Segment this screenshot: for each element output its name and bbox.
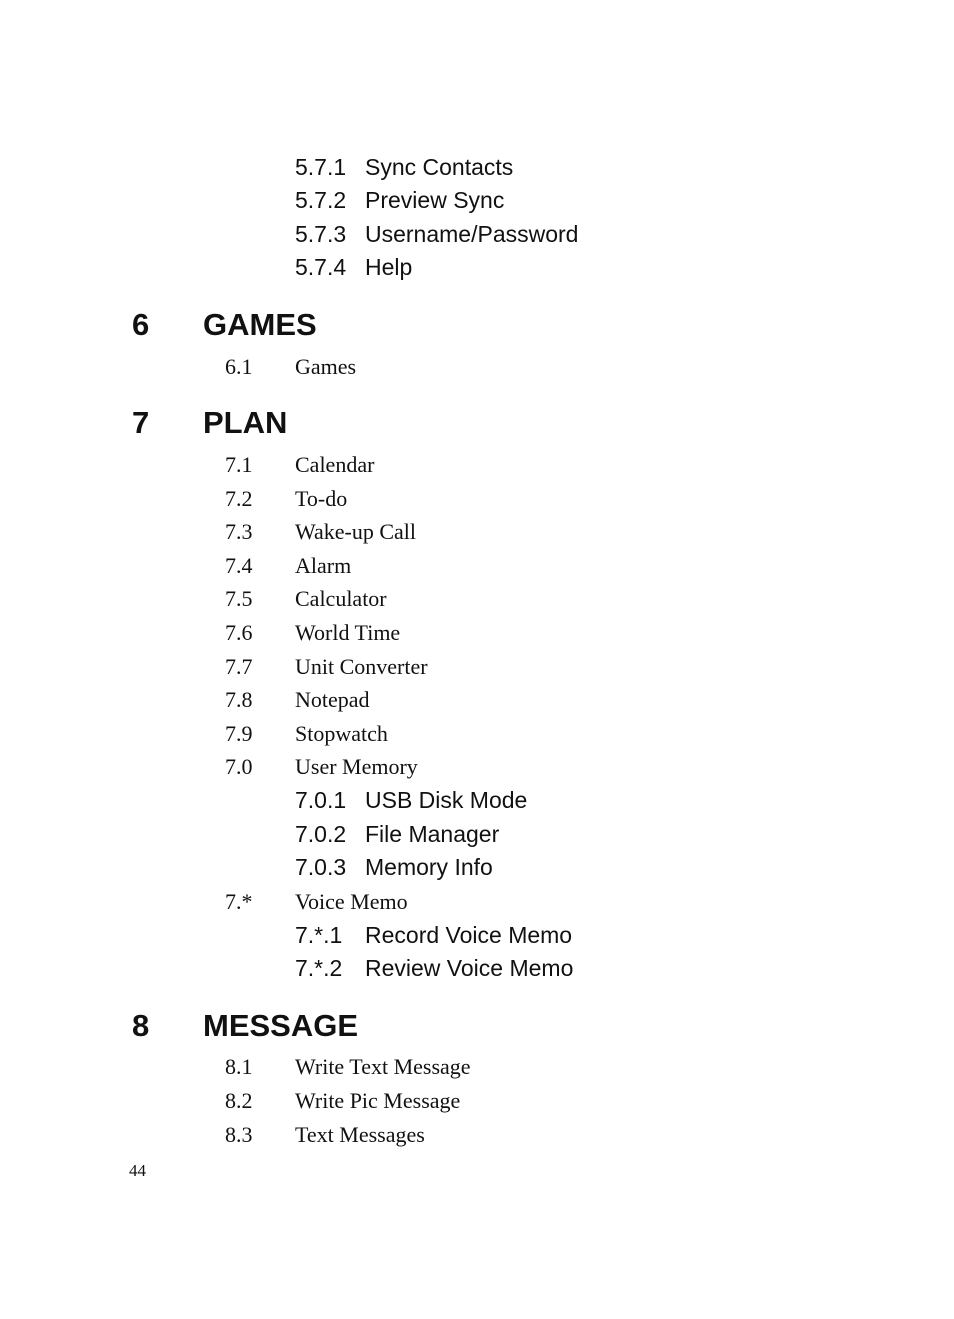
- entry-label: Voice Memo: [295, 889, 408, 914]
- entry-label: Write Pic Message: [295, 1088, 461, 1113]
- chapter-title: MESSAGE: [203, 1008, 359, 1043]
- toc-entry-7-3: [225, 519, 417, 545]
- entry-number: 8.1: [225, 1054, 253, 1079]
- chapter-heading-message: [132, 1008, 359, 1044]
- chapter-heading-games: [132, 307, 317, 343]
- chapter-number: 8: [132, 1008, 150, 1043]
- page-number: 44: [129, 1161, 146, 1180]
- toc-entry-7-4: [225, 553, 352, 579]
- entry-label: Record Voice Memo: [365, 922, 573, 948]
- toc-entry-7-5: [225, 586, 387, 612]
- toc-entry-7-8: [225, 687, 370, 713]
- chapter-heading-plan: [132, 405, 288, 441]
- entry-label: USB Disk Mode: [365, 787, 528, 813]
- entry-number: 7.1: [225, 452, 253, 477]
- entry-label: User Memory: [295, 754, 418, 779]
- entry-label: Review Voice Memo: [365, 955, 574, 981]
- toc-entry-voice-memo: [225, 889, 408, 915]
- entry-label: Calculator: [295, 586, 387, 611]
- entry-label: Sync Contacts: [365, 154, 514, 180]
- entry-label: To-do: [295, 486, 348, 511]
- entry-label: Notepad: [295, 687, 370, 712]
- toc-entry-7-0-2: [295, 821, 500, 848]
- toc-entry-5-7-2: [295, 187, 505, 214]
- entry-label: Write Text Message: [295, 1054, 471, 1079]
- entry-label: Text Messages: [295, 1122, 425, 1147]
- toc-entry-7-9: [225, 721, 388, 747]
- entry-number: 5.7.3: [295, 221, 347, 247]
- toc-entry-voice-memo-1: [295, 922, 573, 949]
- toc-entry-5-7-3: [295, 221, 579, 248]
- chapter-title: PLAN: [203, 405, 288, 440]
- toc-entry-7-6: [225, 620, 401, 646]
- toc-entry-7-0: [225, 754, 418, 780]
- entry-number: 7.*.2: [295, 955, 343, 981]
- toc-entry-6-1: [225, 354, 357, 380]
- toc-entry-7-0-3: [295, 854, 493, 881]
- toc-entry-7-1: [225, 452, 375, 478]
- entry-number: 7.4: [225, 553, 253, 578]
- entry-label: Stopwatch: [295, 721, 388, 746]
- entry-number: 7.0: [225, 754, 253, 779]
- entry-number: 7.0.1: [295, 787, 347, 813]
- entry-number: 8.2: [225, 1088, 253, 1113]
- entry-number: 7.3: [225, 519, 253, 544]
- toc-entry-8-2: [225, 1088, 461, 1114]
- entry-number: 7.0.3: [295, 854, 347, 880]
- entry-number: 7.0.2: [295, 821, 347, 847]
- entry-label: Username/Password: [365, 221, 579, 247]
- entry-label: Preview Sync: [365, 187, 505, 213]
- entry-label: Help: [365, 254, 413, 280]
- entry-label: Alarm: [295, 553, 352, 578]
- entry-label: Calendar: [295, 452, 375, 477]
- entry-number: 5.7.1: [295, 154, 347, 180]
- chapter-title: GAMES: [203, 307, 317, 342]
- entry-number: 7.8: [225, 687, 253, 712]
- toc-entry-7-2: [225, 486, 348, 512]
- entry-number: 7.9: [225, 721, 253, 746]
- entry-number: 7.5: [225, 586, 253, 611]
- toc-entry-5-7-4: [295, 254, 413, 281]
- entry-label: Games: [295, 354, 357, 379]
- entry-number: 7.2: [225, 486, 253, 511]
- entry-number: 6.1: [225, 354, 253, 379]
- toc-entry-7-7: [225, 654, 428, 680]
- entry-number: 5.7.4: [295, 254, 347, 280]
- entry-number: 7.*.1: [295, 922, 343, 948]
- entry-label: Memory Info: [365, 854, 493, 880]
- entry-label: Wake-up Call: [295, 519, 417, 544]
- chapter-number: 6: [132, 307, 150, 342]
- toc-entry-7-0-1: [295, 787, 528, 814]
- entry-number: 8.3: [225, 1122, 253, 1147]
- entry-label: Unit Converter: [295, 654, 428, 679]
- entry-number: 7.7: [225, 654, 253, 679]
- toc-entry-8-1: [225, 1054, 471, 1080]
- entry-number: 7.*: [225, 889, 253, 914]
- chapter-number: 7: [132, 405, 150, 440]
- entry-number: 5.7.2: [295, 187, 347, 213]
- entry-label: World Time: [295, 620, 401, 645]
- toc-entry-voice-memo-2: [295, 955, 574, 982]
- toc-entry-5-7-1: [295, 154, 514, 181]
- toc-entry-8-3: [225, 1122, 425, 1148]
- entry-number: 7.6: [225, 620, 253, 645]
- entry-label: File Manager: [365, 821, 500, 847]
